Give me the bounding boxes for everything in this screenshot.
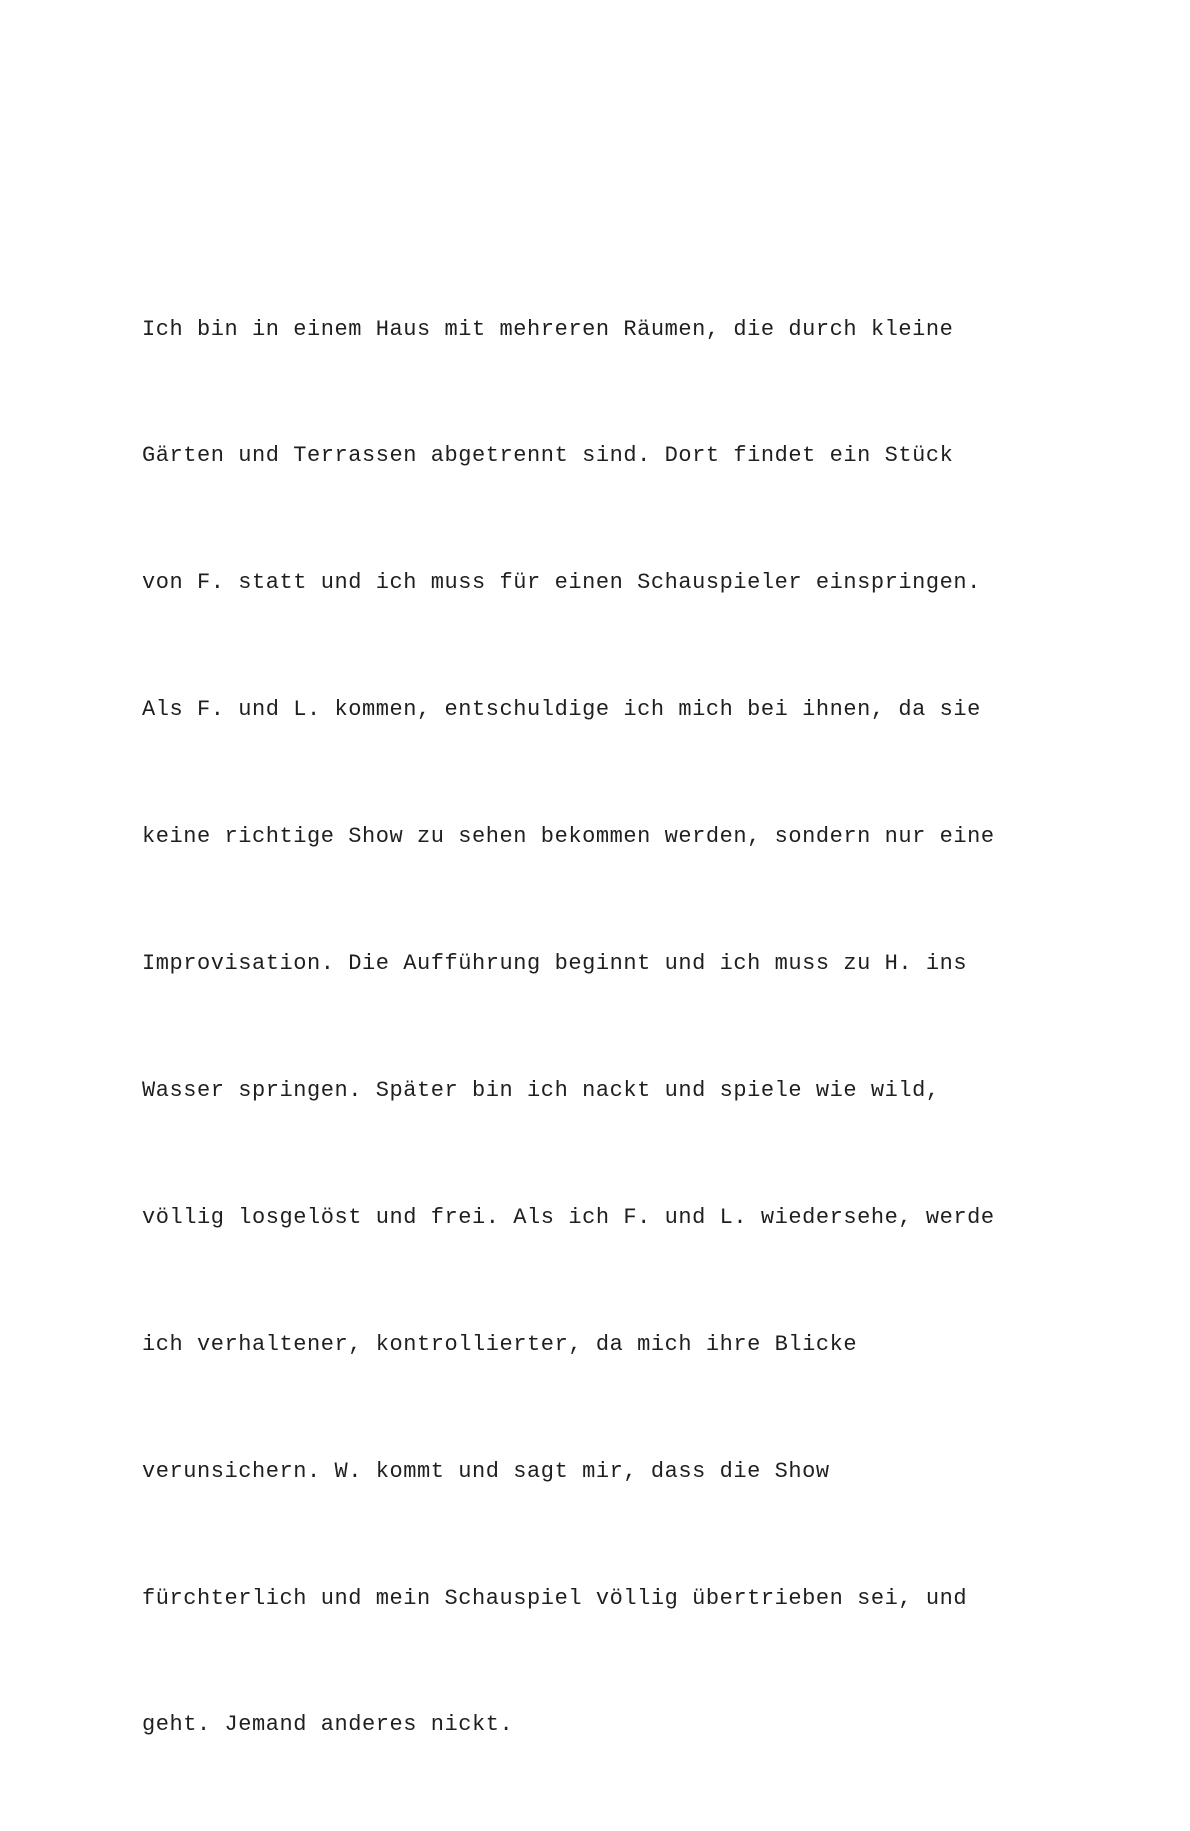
text-line: fürchterlich und mein Schauspiel völlig übertrieben sei, und bbox=[142, 1585, 968, 1611]
text-line: verunsichern. W. kommt und sagt mir, dass die Show bbox=[142, 1458, 830, 1484]
text-line: keine richtige Show zu sehen bekommen werden, sondern nur eine bbox=[142, 824, 995, 850]
text-line: Improvisation. Die Aufführung beginnt und ich muss zu H. ins bbox=[142, 951, 968, 977]
text-line: Ich bin in einem Haus mit mehreren Räumen, die durch kleine bbox=[142, 316, 954, 342]
text-line: ich verhaltener, kontrollierter, da mich ihre Blicke bbox=[142, 1331, 858, 1357]
body-paragraph bbox=[142, 224, 995, 1831]
text-line: Als F. und L. kommen, entschuldige ich mich bei ihnen, da sie bbox=[142, 697, 981, 723]
text-line: Wasser springen. Später bin ich nackt und spiele wie wild, bbox=[142, 1077, 940, 1103]
text-line: Gärten und Terrassen abgetrennt sind. Dort findet ein Stück bbox=[142, 443, 954, 469]
text-line: von F. statt und ich muss für einen Schauspieler einspringen. bbox=[142, 570, 981, 596]
text-line: geht. Jemand anderes nickt. bbox=[142, 1712, 514, 1738]
text-line: völlig losgelöst und frei. Als ich F. und L. wiedersehe, werde bbox=[142, 1204, 995, 1230]
